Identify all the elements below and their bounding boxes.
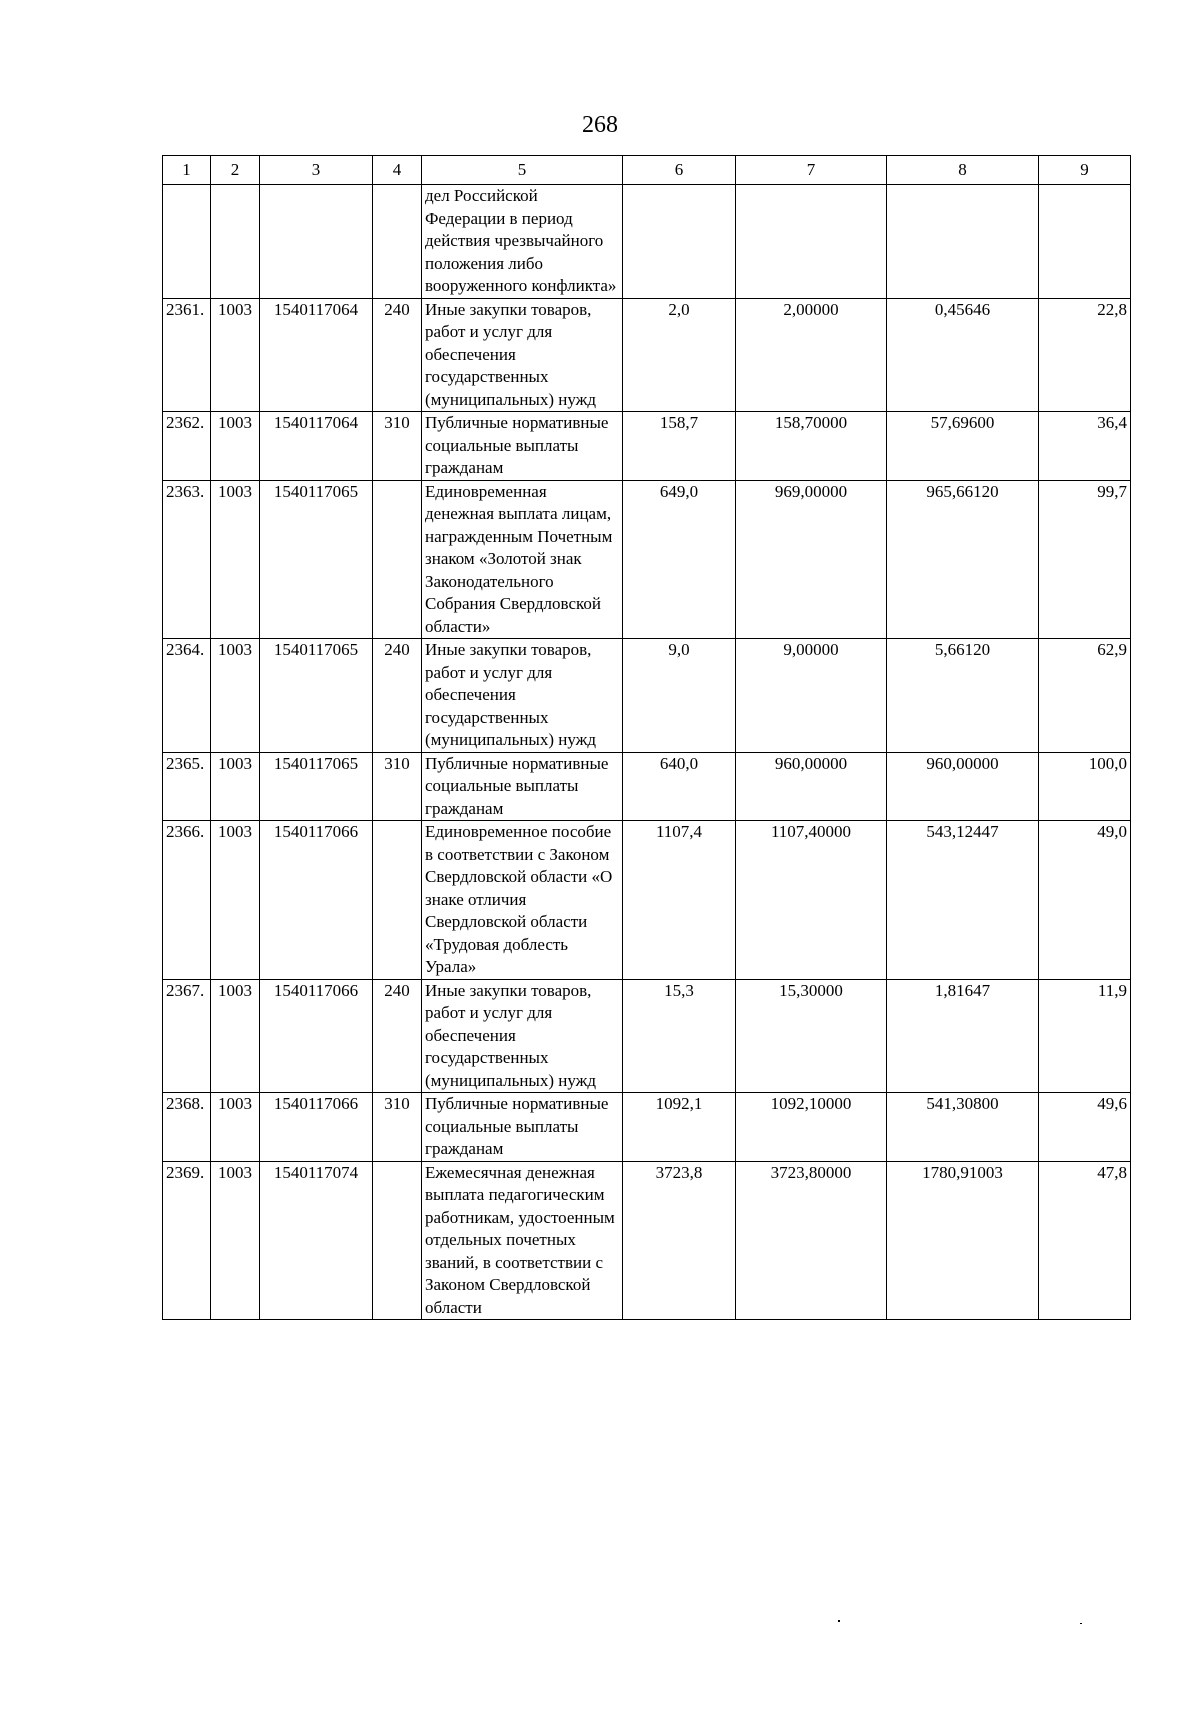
row-number-cell: 2369.	[163, 1161, 211, 1320]
expense-type-cell	[373, 1161, 422, 1320]
execution-percent-cell	[1039, 185, 1131, 299]
header-cell: 2	[211, 156, 260, 185]
table-row	[163, 412, 1131, 481]
table-header-row	[163, 156, 1131, 185]
executed-amount-cell: 57,69600	[887, 412, 1039, 481]
plan-amount-cell: 1107,4	[623, 821, 736, 980]
table-body	[163, 185, 1131, 1320]
table-row	[163, 821, 1131, 980]
header-cell: 4	[373, 156, 422, 185]
row-number-cell: 2363.	[163, 480, 211, 639]
executed-amount-cell: 5,66120	[887, 639, 1039, 753]
table-row	[163, 480, 1131, 639]
section-code-cell: 1003	[211, 752, 260, 821]
section-code-cell: 1003	[211, 1093, 260, 1162]
target-article-cell: 1540117074	[260, 1161, 373, 1320]
header-cell: 7	[736, 156, 887, 185]
item-name-cell: Ежемесячная денежная выплата педагогическим работникам, удостоенным отдельных почетных званий, в соответствии с Законом Свердловской области	[422, 1161, 623, 1320]
target-article-cell: 1540117065	[260, 480, 373, 639]
plan-amount-cell: 649,0	[623, 480, 736, 639]
target-article-cell: 1540117064	[260, 412, 373, 481]
scan-speck	[838, 1620, 840, 1622]
table-row	[163, 979, 1131, 1093]
row-number-cell: 2365.	[163, 752, 211, 821]
section-code-cell: 1003	[211, 979, 260, 1093]
expense-type-cell: 310	[373, 412, 422, 481]
law-amount-cell: 1107,40000	[736, 821, 887, 980]
executed-amount-cell	[887, 185, 1039, 299]
row-number-cell: 2362.	[163, 412, 211, 481]
executed-amount-cell: 960,00000	[887, 752, 1039, 821]
row-number-cell: 2367.	[163, 979, 211, 1093]
execution-percent-cell: 62,9	[1039, 639, 1131, 753]
execution-percent-cell: 11,9	[1039, 979, 1131, 1093]
item-name-cell: Публичные нормативные социальные выплаты гражданам	[422, 752, 623, 821]
table-row	[163, 185, 1131, 299]
expense-type-cell: 310	[373, 752, 422, 821]
law-amount-cell: 2,00000	[736, 298, 887, 412]
target-article-cell: 1540117066	[260, 979, 373, 1093]
expense-type-cell: 240	[373, 298, 422, 412]
executed-amount-cell: 1,81647	[887, 979, 1039, 1093]
item-name-cell: Публичные нормативные социальные выплаты гражданам	[422, 1093, 623, 1162]
law-amount-cell: 960,00000	[736, 752, 887, 821]
table-row	[163, 1093, 1131, 1162]
expense-type-cell	[373, 185, 422, 299]
table-row	[163, 298, 1131, 412]
plan-amount-cell: 9,0	[623, 639, 736, 753]
header-cell: 6	[623, 156, 736, 185]
plan-amount-cell: 1092,1	[623, 1093, 736, 1162]
table-row	[163, 1161, 1131, 1320]
expense-type-cell	[373, 821, 422, 980]
law-amount-cell	[736, 185, 887, 299]
header-cell: 9	[1039, 156, 1131, 185]
row-number-cell: 2361.	[163, 298, 211, 412]
table-row	[163, 639, 1131, 753]
expense-type-cell: 240	[373, 639, 422, 753]
execution-percent-cell: 49,6	[1039, 1093, 1131, 1162]
section-code-cell: 1003	[211, 412, 260, 481]
law-amount-cell: 1092,10000	[736, 1093, 887, 1162]
plan-amount-cell: 640,0	[623, 752, 736, 821]
plan-amount-cell: 158,7	[623, 412, 736, 481]
item-name-cell: Единовременная денежная выплата лицам, награжденным Почетным знаком «Золотой знак Законодательного Собрания Свердловской области»	[422, 480, 623, 639]
scan-speck	[1080, 1623, 1082, 1624]
header-cell: 5	[422, 156, 623, 185]
executed-amount-cell: 0,45646	[887, 298, 1039, 412]
row-number-cell	[163, 185, 211, 299]
law-amount-cell: 3723,80000	[736, 1161, 887, 1320]
expense-type-cell	[373, 480, 422, 639]
row-number-cell: 2364.	[163, 639, 211, 753]
executed-amount-cell: 965,66120	[887, 480, 1039, 639]
execution-percent-cell: 22,8	[1039, 298, 1131, 412]
section-code-cell: 1003	[211, 1161, 260, 1320]
law-amount-cell: 15,30000	[736, 979, 887, 1093]
target-article-cell: 1540117066	[260, 1093, 373, 1162]
law-amount-cell: 158,70000	[736, 412, 887, 481]
expense-type-cell: 240	[373, 979, 422, 1093]
executed-amount-cell: 1780,91003	[887, 1161, 1039, 1320]
plan-amount-cell: 15,3	[623, 979, 736, 1093]
item-name-cell: дел Российской Федерации в период действия чрезвычайного положения либо вооруженного конфликта»	[422, 185, 623, 299]
execution-percent-cell: 47,8	[1039, 1161, 1131, 1320]
plan-amount-cell: 3723,8	[623, 1161, 736, 1320]
executed-amount-cell: 543,12447	[887, 821, 1039, 980]
target-article-cell: 1540117064	[260, 298, 373, 412]
item-name-cell: Иные закупки товаров, работ и услуг для обеспечения государственных (муниципальных) нужд	[422, 639, 623, 753]
law-amount-cell: 9,00000	[736, 639, 887, 753]
header-cell: 8	[887, 156, 1039, 185]
expense-type-cell: 310	[373, 1093, 422, 1162]
header-cell: 1	[163, 156, 211, 185]
item-name-cell: Публичные нормативные социальные выплаты гражданам	[422, 412, 623, 481]
row-number-cell: 2368.	[163, 1093, 211, 1162]
target-article-cell: 1540117065	[260, 639, 373, 753]
law-amount-cell: 969,00000	[736, 480, 887, 639]
section-code-cell: 1003	[211, 298, 260, 412]
section-code-cell: 1003	[211, 639, 260, 753]
plan-amount-cell: 2,0	[623, 298, 736, 412]
row-number-cell: 2366.	[163, 821, 211, 980]
page-number: 268	[582, 112, 618, 138]
execution-percent-cell: 49,0	[1039, 821, 1131, 980]
item-name-cell: Иные закупки товаров, работ и услуг для обеспечения государственных (муниципальных) нужд	[422, 979, 623, 1093]
header-cell: 3	[260, 156, 373, 185]
target-article-cell	[260, 185, 373, 299]
execution-percent-cell: 36,4	[1039, 412, 1131, 481]
section-code-cell: 1003	[211, 480, 260, 639]
execution-percent-cell: 100,0	[1039, 752, 1131, 821]
section-code-cell: 1003	[211, 821, 260, 980]
plan-amount-cell	[623, 185, 736, 299]
table-row	[163, 752, 1131, 821]
section-code-cell	[211, 185, 260, 299]
execution-percent-cell: 99,7	[1039, 480, 1131, 639]
executed-amount-cell: 541,30800	[887, 1093, 1039, 1162]
budget-table	[162, 155, 1131, 1320]
item-name-cell: Единовременное пособие в соответствии с Законом Свердловской области «О знаке отличия Свердловской области «Трудовая доблесть Урала»	[422, 821, 623, 980]
target-article-cell: 1540117065	[260, 752, 373, 821]
item-name-cell: Иные закупки товаров, работ и услуг для обеспечения государственных (муниципальных) нужд	[422, 298, 623, 412]
target-article-cell: 1540117066	[260, 821, 373, 980]
